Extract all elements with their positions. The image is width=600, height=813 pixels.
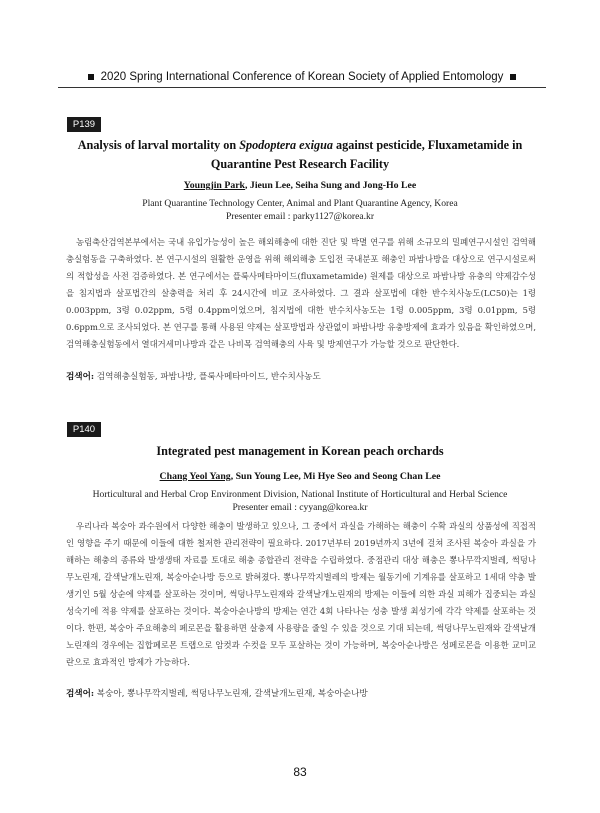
square-bullet-icon bbox=[510, 74, 516, 80]
keywords-label: 검색어: bbox=[66, 372, 95, 382]
keywords bbox=[66, 687, 536, 699]
affiliation: Horticultural and Herbal Crop Environment Division, National Institute of Horticultural and Herbal Science bbox=[92, 489, 508, 500]
author-list bbox=[60, 180, 540, 191]
conference-title: 2020 Spring International Conference of Korean Society of Applied Entomology bbox=[100, 71, 504, 83]
first-author: Chang Yeol Yang bbox=[159, 471, 231, 482]
poster-tag: P140 bbox=[67, 422, 101, 437]
author-list bbox=[60, 471, 540, 482]
presenter-email: Presenter email : cyyang@korea.kr bbox=[232, 502, 368, 513]
abstract-title: Analysis of larval mortality on Spodoptera exigua against pesticide, Fluxametamide in Quarantine Pest Research Facility bbox=[77, 138, 523, 171]
page-number: 83 bbox=[293, 765, 307, 779]
co-authors: , Sun Young Lee, Mi Hye Seo and Seong Chan Lee bbox=[230, 471, 441, 482]
abstract-title: Integrated pest management in Korean peach orchards bbox=[156, 444, 444, 458]
keywords bbox=[66, 370, 536, 382]
poster-tag: P139 bbox=[67, 117, 101, 132]
co-authors: , Jieun Lee, Seiha Sung and Jong-Ho Lee bbox=[245, 180, 417, 191]
first-author: Youngjin Park bbox=[183, 180, 246, 191]
presenter-email: Presenter email : parky1127@korea.kr bbox=[225, 211, 375, 222]
abstract-body: 우리나라 복숭아 과수원에서 다양한 해충이 발생하고 있으나, 그 중에서 과실을 가해하는 해충이 수확 과실의 상품성에 직접적인 영향을 주기 때문에 이들에 대한 철저한 관리전략이 필요하다. 2017년부터 2019년까지 3년에 걸쳐 조사된 복숭아 과실을 가해하는 해충의 종류와 발생생태 자료를 토대로 해충 종합관리 전략을 수립하였다. 중점관리 대상 해충은 뽕나무깍지벌레, 썩덩나무노린재, 갈색날개노린재, 복숭아순나방 등으로 밝혀졌다. 뽕나무깍지벌레의 방제는 월동기에 기계유를 살포하고 1세대 약충 발생기인 5월 상순에 약제를 살포하는 것이며, 썩덩나무노린재와 갈색날개노린재의 방제는 이들에 의한 과실 피해가 집중되는 과실 성숙기에 적용 약제를 살포하는 것이다. 복숭아순나방의 방제는 연간 4회 나타나는 성충 발생 최성기에 각각 약제를 살포하는 것이다. 한편, 복숭아 주요해충의 페로몬을 활용하면 살충제 사용량을 줄일 수 있을 것으로 기대 되는데, 썩덩나무노린재와 갈색날개노린재의 경우에는 집합페로몬 트랩으로 암컷과 수컷을 모두 포살하는 것이 가능하며, 복숭아순나방은 성페로몬을 이용한 교미교란으로 효과적인 방제가 가능하다. bbox=[66, 521, 536, 667]
abstract-body: 농림축산검역본부에서는 국내 유입가능성이 높은 해외해충에 대한 진단 및 박멸 연구를 위해 소규모의 밀폐연구시설인 검역해충실험동을 구축하였다. 본 연구시설의 원활한 운영을 위해 해외해충 도입전 국내분포 해충인 파밤나방을 대상으로 연구시설로써의 적합성을 사전 검증하였다. 본 연구에서는 플룩사메타마이드(fluxametamide) 원제를 대상으로 파밤나방 유충의 약제감수성을 침지법과 살포법간의 살충력을 처리 후 24시간에 비교 조사하였다. 그 결과 살포법에 대한 반수치사농도(LC50)는 1령 0.003ppm, 3령 0.02ppm, 5령 0.4ppm이었으며, 침지법에 대한 반수치사농도는 1령 0.005ppm, 3령 0.01ppm, 5령 0.6ppm으로 조사되었다. 본 연구를 통해 사용된 약제는 살포방법과 상관없이 파밤나방 유충방제에 효과가 있음을 확인하였으며, 검역해충실험동에서 열대거세미나방과 같은 나비목 검역해충의 사육 및 방제연구가 가능할 것으로 판단한다. bbox=[66, 237, 536, 349]
conference-header bbox=[58, 67, 546, 88]
keywords-text: 복숭아, 뽕나무깍지벌레, 썩덩나무노린재, 갈색날개노린재, 복숭아순나방 bbox=[94, 689, 368, 699]
keywords-label: 검색어: bbox=[66, 689, 95, 699]
affiliation: Plant Quarantine Technology Center, Animal and Plant Quarantine Agency, Korea bbox=[142, 198, 458, 209]
keywords-text: 검역해충실험동, 파밤나방, 플룩사메타마이드, 반수치사농도 bbox=[94, 372, 321, 382]
square-bullet-icon bbox=[88, 74, 94, 80]
